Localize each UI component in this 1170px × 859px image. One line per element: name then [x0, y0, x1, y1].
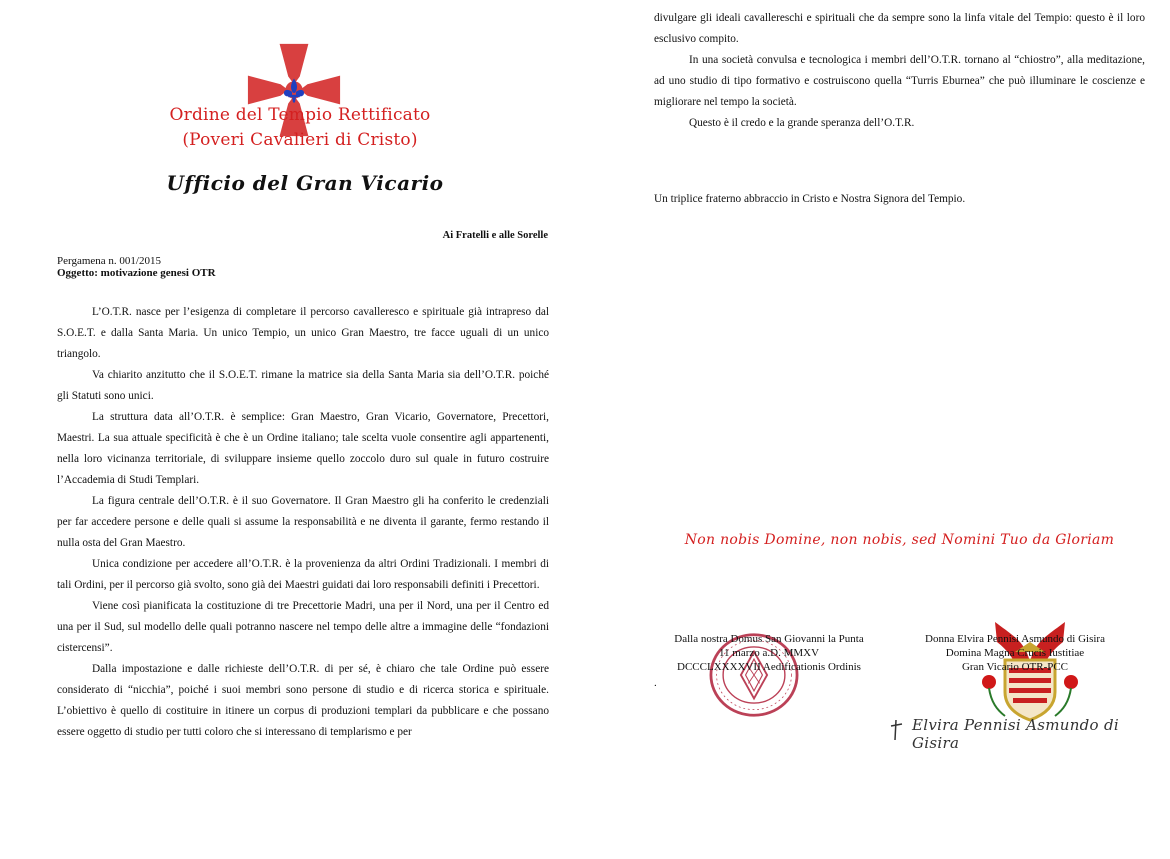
recipient: Ai Fratelli e alle Sorelle: [442, 230, 548, 241]
reference-number: Pergamena n. 001/2015: [57, 255, 161, 267]
closing-date: 11 marzo a.D. MMXV: [718, 647, 820, 659]
signature-text: Elvira Pennisi Asmundo di Gisira: [912, 716, 1119, 752]
paragraph-continuation: divulgare gli ideali cavallereschi e spirituali che da sempre sono la linfa vitale del Tempio: questo è il loro esclusivo compito.: [654, 12, 1145, 45]
left-column: [57, 302, 549, 743]
paragraph: Unica condizione per accedere all’O.T.R. è la provenienza da altri Ordini Tradizionali. I membri di tali Ordini, per il percorso già svolto, sono già dei Maestri guidati dai loro responsabili definiti i Precettori.: [57, 558, 549, 591]
closing-place: Dalla nostra Domus San Giovanni la Punta: [674, 633, 864, 645]
stray-dot: .: [654, 677, 657, 689]
paragraph: La struttura data all’O.T.R. è semplice: Gran Maestro, Gran Vicario, Governatore, Precettori, Maestri. La sua attuale specificità è che è un Ordine italiano; tale scelta vuole consentire agli appartenenti, nella loro vicinanza territoriale, di sviluppare insieme quello zoccolo duro sul quale in futuro costruire l’Accademia di Studi Templari.: [57, 411, 549, 486]
office-title: Ufficio del Gran Vicario: [166, 171, 444, 195]
signer-name: Donna Elvira Pennisi Asmundo di Gisira: [925, 633, 1105, 645]
subject-line: Oggetto: motivazione genesi OTR: [57, 267, 216, 279]
order-line1: Ordine del Tempio Rettificato: [169, 105, 431, 125]
signer-title: Domina Magna Crucis Iustitiae: [945, 647, 1085, 659]
paragraph: Va chiarito anzitutto che il S.O.E.T. rimane la matrice sia della Santa Maria sia dell’O.T.R. poiché gli Statuti sono unici.: [57, 369, 549, 402]
closing-era: DCCCLXXXXVII Aedificationis Ordinis: [677, 661, 861, 673]
paragraph: L’O.T.R. nasce per l’esigenza di completare il percorso cavalleresco e spirituale già intrapreso dal S.O.E.T. e dalla Santa Maria. Un unico Tempio, un unico Gran Maestro, tre facce uguali di un unico triangolo.: [57, 306, 549, 360]
paragraph: Questo è il credo e la grande speranza dell’O.T.R.: [689, 117, 915, 129]
reference-block: [57, 255, 216, 279]
signer-role: Gran Vicario OTR-PCC: [961, 661, 1069, 673]
closing-place-date: [650, 632, 888, 674]
right-column: [654, 8, 1145, 134]
paragraph: Viene così pianificata la costituzione di tre Precettorie Madri, una per il Nord, una per il Centro ed una per il Sud, sul modello delle quali potranno nascere nel tempo delle altre a immagine delle “fondazioni cistercensi”.: [57, 600, 549, 654]
order-line2: (Poveri Cavalieri di Cristo): [182, 130, 418, 150]
handwritten-signature: [912, 716, 1170, 752]
motto: Non nobis Domine, non nobis, sed Nomini Tuo da Gloriam: [684, 532, 1115, 548]
paragraph: Dalla impostazione e dalle richieste dell’O.T.R. di per sé, è chiaro che tale Ordine può essere considerato di “nicchia”, poiché i suoi membri sono persone di studio e di ricerca storica e spirituale. L’obiettivo è quello di costituire in itinere un corpus di produzioni templari da pubblicare e che possano essere oggetto di studio per tutti coloro che si interessano di templarismo e per: [57, 663, 549, 738]
signer-block: [915, 632, 1115, 674]
greeting: Un triplice fraterno abbraccio in Cristo e Nostra Signora del Tempio.: [654, 193, 966, 205]
paragraph: In una società convulsa e tecnologica i membri dell’O.T.R. tornano al “chiostro”, alla meditazione, ad uno studio di tipo formativo e costruiscono quella “Turris Eburnea” che può illuminare le coscienze e migliorare nel tempo la società.: [654, 54, 1145, 108]
paragraph: La figura centrale dell’O.T.R. è il suo Governatore. Il Gran Maestro gli ha conferito le credenziali per far accedere persone e delle quali si assume la responsabilità e ne diventa il garante, fermo restando il nulla osta del Gran Maestro.: [57, 495, 549, 549]
order-name: [150, 103, 450, 153]
signature-cross-mark: [888, 718, 904, 742]
